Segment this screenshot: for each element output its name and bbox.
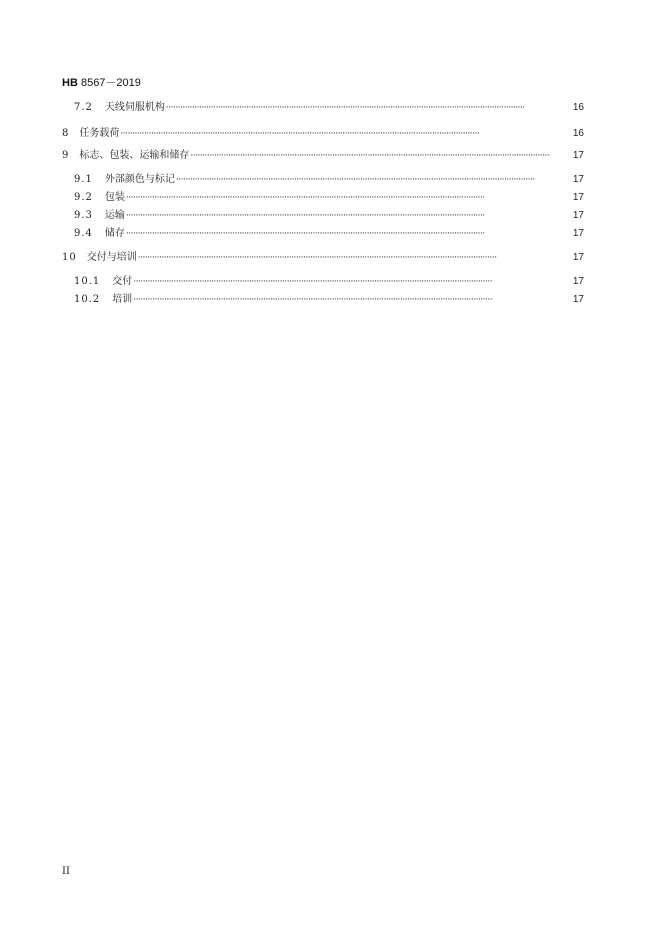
toc-entry-title: 包装 [104, 192, 125, 203]
toc-leader-dots [138, 250, 572, 266]
toc-leader-dots [126, 208, 572, 224]
toc-entry-number: 10 [62, 252, 77, 263]
toc-entry-title: 任务载荷 [79, 128, 120, 139]
toc-entry[interactable] [62, 172, 584, 188]
toc-entry[interactable] [62, 208, 584, 224]
toc-entry-page: 17 [572, 210, 584, 221]
toc-entry-page: 17 [572, 192, 584, 203]
toc-leader-dots [126, 190, 572, 206]
toc-entry[interactable] [62, 100, 584, 116]
page-number: II [62, 866, 70, 877]
toc-entry-title: 交付与培训 [86, 252, 137, 263]
toc-entry-title: 天线伺服机构 [104, 102, 165, 113]
toc-entry-page: 17 [572, 252, 584, 263]
document-header [62, 74, 141, 90]
toc-entry[interactable] [62, 274, 584, 290]
toc-leader-dots [126, 226, 572, 242]
toc-entry[interactable] [62, 292, 584, 308]
toc-entry-page: 17 [572, 228, 584, 239]
toc-entry[interactable] [62, 250, 584, 266]
toc-leader-dots [166, 100, 572, 116]
toc-leader-dots [133, 292, 572, 308]
toc-leader-dots [176, 172, 572, 188]
toc-leader-dots [133, 274, 572, 290]
toc-leader-dots [120, 126, 572, 142]
toc-entry-number: 9 [62, 150, 70, 161]
toc-entry-number: 9.3 [74, 210, 93, 221]
toc-entry-title: 外部颜色与标记 [104, 174, 175, 185]
toc-entry-number: 9.4 [74, 228, 93, 239]
toc-entry-number: 10.2 [74, 294, 101, 305]
toc-entry-title: 交付 [112, 276, 133, 287]
toc-entry-page: 17 [572, 174, 584, 185]
toc-entry-page: 17 [572, 276, 584, 287]
standard-code: HB [62, 77, 78, 89]
toc-entry-number: 9.1 [74, 174, 93, 185]
toc-entry-page: 16 [572, 102, 584, 113]
standard-number: 8567－2019 [80, 77, 141, 89]
toc-entry-title: 运输 [104, 210, 125, 221]
toc-entry-number: 9.2 [74, 192, 93, 203]
toc-entry[interactable] [62, 226, 584, 242]
toc-entry-title: 储存 [104, 228, 125, 239]
toc-entry[interactable] [62, 190, 584, 206]
toc-entry-title: 培训 [112, 294, 133, 305]
toc-entry[interactable] [62, 148, 584, 164]
toc-entry[interactable] [62, 126, 584, 142]
toc-entry-page: 17 [572, 150, 584, 161]
toc-entry-number: 10.1 [74, 276, 101, 287]
toc-entry-number: 7.2 [74, 102, 93, 113]
toc-entry-page: 17 [572, 294, 584, 305]
toc-entry-title: 标志、包装、运输和储存 [79, 150, 190, 161]
toc-entry-number: 8 [62, 128, 70, 139]
toc-leader-dots [190, 148, 572, 164]
toc-entry-page: 16 [572, 128, 584, 139]
